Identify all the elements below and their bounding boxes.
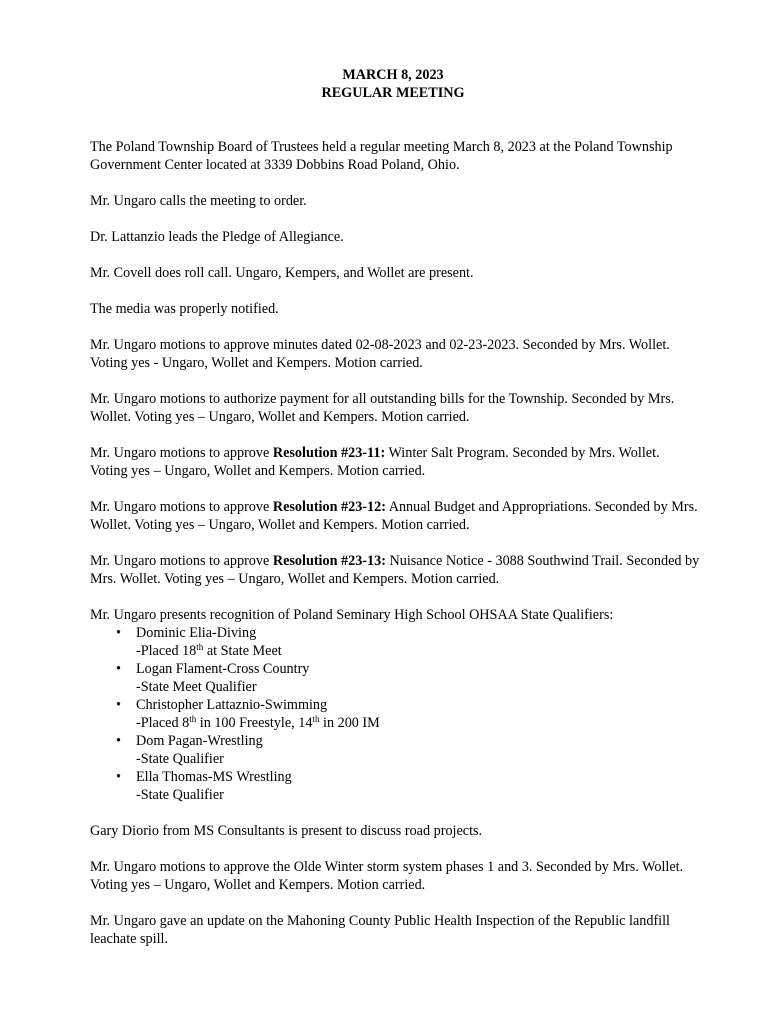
document-header [90, 66, 696, 102]
bullet-icon: • [116, 733, 121, 749]
storm-system-motion-paragraph: Mr. Ungaro motions to approve the Olde Winter storm system phases 1 and 3. Seconded by Mrs. Wollet. Voting yes – Ungaro, Wollet and Kempers. Motion carried. [90, 859, 684, 893]
resolution-23-11-lead: Mr. Ungaro motions to approve [90, 445, 273, 461]
bullet-icon: • [116, 769, 121, 785]
bullet-icon: • [116, 661, 121, 677]
resolution-23-12-text: Annual Budget and Appropriations. Seconded by Mrs. Wollet. Voting yes – Ungaro, Wollet and Kempers. Motion carried. [90, 499, 698, 533]
qualifier-name: Logan Flament-Cross Country [136, 661, 310, 677]
qualifier-detail: -State Qualifier [136, 751, 224, 767]
qualifier-list [90, 624, 700, 804]
meeting-type: REGULAR MEETING [321, 85, 465, 101]
media-paragraph: The media was properly notified. [90, 301, 279, 317]
qualifier-detail: -State Meet Qualifier [136, 679, 257, 695]
bullet-icon: • [116, 625, 121, 641]
qualifier-detail: -Placed 18th at State Meet [136, 642, 282, 659]
resolution-23-11-text: Winter Salt Program. Seconded by Mrs. Wollet. Voting yes – Ungaro, Wollet and Kempers. Motion carried. [90, 445, 660, 479]
list-item [90, 732, 700, 768]
list-item [90, 768, 700, 804]
list-item [90, 624, 700, 660]
minutes-motion-paragraph: Mr. Ungaro motions to approve minutes dated 02-08-2023 and 02-23-2023. Seconded by Mrs. Wollet. Voting yes - Ungaro, Wollet and Kempers. Motion carried. [90, 337, 670, 371]
resolution-23-13-text: Nuisance Notice - 3088 Southwind Trail. Seconded by Mrs. Wollet. Voting yes – Ungaro, Wollet and Kempers. Motion carried. [90, 553, 700, 587]
resolution-23-13-paragraph [90, 552, 700, 588]
meeting-date: MARCH 8, 2023 [342, 67, 444, 83]
recognition-paragraph: Mr. Ungaro presents recognition of Poland Seminary High School OHSAA State Qualifiers: [90, 607, 614, 623]
qualifier-name: Christopher Lattaznio-Swimming [136, 697, 328, 713]
resolution-23-11-paragraph [90, 444, 700, 480]
roll-call-paragraph: Mr. Covell does roll call. Ungaro, Kempers, and Wollet are present. [90, 265, 474, 281]
pledge-paragraph: Dr. Lattanzio leads the Pledge of Allegiance. [90, 229, 344, 245]
intro-paragraph: The Poland Township Board of Trustees held a regular meeting March 8, 2023 at the Poland Township Government Center located at 3339 Dobbins Road Poland, Ohio. [90, 139, 673, 173]
qualifier-name: Dom Pagan-Wrestling [136, 733, 263, 749]
resolution-23-11-number: Resolution #23-11: [272, 445, 386, 461]
resolution-23-13-number: Resolution #23-13: [272, 553, 386, 569]
resolution-23-13-lead: Mr. Ungaro motions to approve [90, 553, 273, 569]
list-item [90, 660, 700, 696]
bullet-icon: • [116, 697, 121, 713]
list-item [90, 696, 700, 732]
bills-motion-paragraph: Mr. Ungaro motions to authorize payment for all outstanding bills for the Township. Seconded by Mrs. Wollet. Voting yes – Ungaro, Wollet and Kempers. Motion carried. [90, 391, 675, 425]
document-page [90, 66, 700, 966]
consultants-paragraph: Gary Diorio from MS Consultants is present to discuss road projects. [90, 823, 483, 839]
resolution-23-12-number: Resolution #23-12: [272, 499, 386, 515]
landfill-update-paragraph: Mr. Ungaro gave an update on the Mahoning County Public Health Inspection of the Republic landfill leachate spill. [90, 913, 670, 947]
qualifier-name: Ella Thomas-MS Wrestling [136, 769, 292, 785]
qualifier-detail: -State Qualifier [136, 787, 224, 803]
call-to-order-paragraph: Mr. Ungaro calls the meeting to order. [90, 193, 307, 209]
qualifier-name: Dominic Elia-Diving [136, 625, 257, 641]
qualifier-detail: -Placed 8th in 100 Freestyle, 14th in 200 IM [136, 714, 380, 731]
resolution-23-12-lead: Mr. Ungaro motions to approve [90, 499, 273, 515]
resolution-23-12-paragraph [90, 498, 700, 534]
